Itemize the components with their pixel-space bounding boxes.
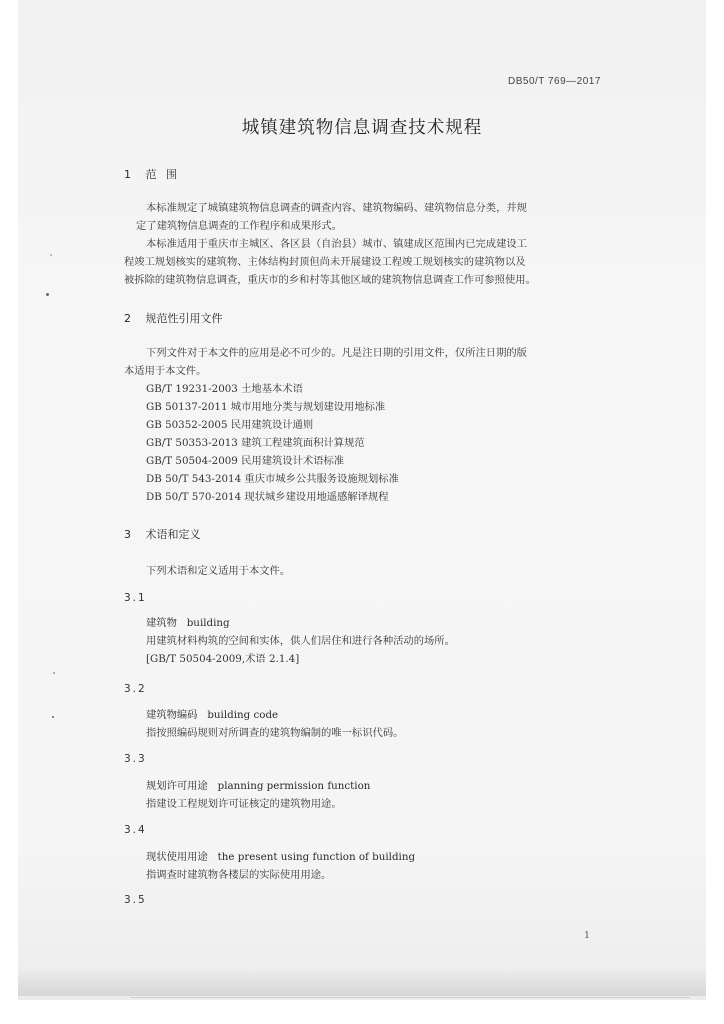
document-title: 城镇建筑物信息调查技术规程	[241, 118, 483, 138]
section-number: 3	[124, 528, 131, 541]
term-entry	[146, 777, 370, 792]
reference-item: GB 50137-2011 城市用地分类与规划建设用地标准	[146, 401, 386, 413]
clause-number: 3.1	[124, 592, 147, 604]
reference-item: DB 50/T 543-2014 重庆市城乡公共服务设施规划标准	[146, 473, 399, 485]
term-zh: 建筑物编码	[146, 709, 198, 721]
references-intro-line1: 下列文件对于本文件的应用是必不可少的。凡是注日期的引用文件，仅所注日期的版	[146, 347, 527, 359]
section-heading-references	[124, 310, 223, 326]
clause-number: 3.5	[124, 894, 147, 906]
term-zh: 规划许可用途	[146, 780, 208, 792]
scan-shadow	[18, 968, 706, 996]
terms-intro: 下列术语和定义适用于本文件。	[146, 565, 291, 577]
term-source: [GB/T 50504-2009,术语 2.1.4]	[146, 653, 300, 665]
scan-speck	[46, 293, 49, 296]
scan-edge-line	[130, 997, 690, 998]
section-title: 规范性引用文件	[145, 312, 223, 325]
section-title: 范 围	[145, 168, 180, 181]
scan-speck	[52, 716, 54, 718]
scan-speck	[50, 254, 52, 256]
reference-item: GB/T 50353-2013 建筑工程建筑面积计算规范	[146, 437, 365, 449]
scope-para2-line3: 被拆除的建筑物信息调查，重庆市的乡和村等其他区域的建筑物信息调查工作可参照使用。	[124, 274, 536, 286]
section-heading-terms	[124, 526, 201, 542]
section-title: 术语和定义	[145, 528, 201, 541]
reference-item: DB 50/T 570-2014 现状城乡建设用地遥感解译规程	[146, 491, 389, 503]
term-entry	[146, 614, 230, 629]
section-heading-scope	[124, 166, 180, 182]
page-number: 1	[584, 930, 591, 941]
scope-para1-line2: 定了建筑物信息调查的工作程序和成果形式。	[136, 220, 342, 232]
scope-para2-line1: 本标准适用于重庆市主城区、各区县（自治县）城市、镇建成区范围内已完成建设工	[146, 238, 527, 250]
reference-item: GB/T 19231-2003 土地基本术语	[146, 383, 303, 395]
term-zh: 现状使用用途	[146, 851, 208, 863]
section-number: 1	[124, 168, 131, 181]
term-definition: 指建设工程规划许可证核定的建筑物用途。	[146, 798, 342, 810]
term-definition: 指按照编码规则对所调查的建筑物编制的唯一标识代码。	[146, 727, 404, 739]
term-definition: 用建筑材料构筑的空间和实体，供人们居住和进行各种活动的场所。	[146, 635, 455, 647]
section-number: 2	[124, 312, 131, 325]
reference-item: GB/T 50504-2009 民用建筑设计术语标准	[146, 455, 345, 467]
references-intro-line2: 本适用于本文件。	[124, 365, 207, 377]
term-en: planning permission function	[217, 780, 371, 792]
scan-speck	[53, 672, 55, 674]
term-en: the present using function of building	[217, 851, 416, 863]
term-definition: 指调查时建筑物各楼层的实际使用用途。	[146, 869, 332, 881]
scope-para1-line1: 本标准规定了城镇建筑物信息调查的调查内容、建筑物编码、建筑物信息分类，并规	[146, 202, 527, 214]
standard-code: DB50/T 769—2017	[508, 76, 601, 87]
term-entry	[146, 848, 415, 863]
term-en: building	[186, 617, 230, 629]
term-en: building code	[207, 709, 279, 721]
clause-number: 3.3	[124, 753, 147, 765]
clause-number: 3.2	[124, 683, 147, 695]
term-zh: 建筑物	[146, 617, 177, 629]
scope-para2-line2: 程竣工规划核实的建筑物、主体结构封顶但尚未开展建设工程竣工规划核实的建筑物以及	[124, 256, 526, 268]
term-entry	[146, 706, 278, 721]
reference-item: GB 50352-2005 民用建筑设计通则	[146, 419, 314, 431]
clause-number: 3.4	[124, 824, 147, 836]
